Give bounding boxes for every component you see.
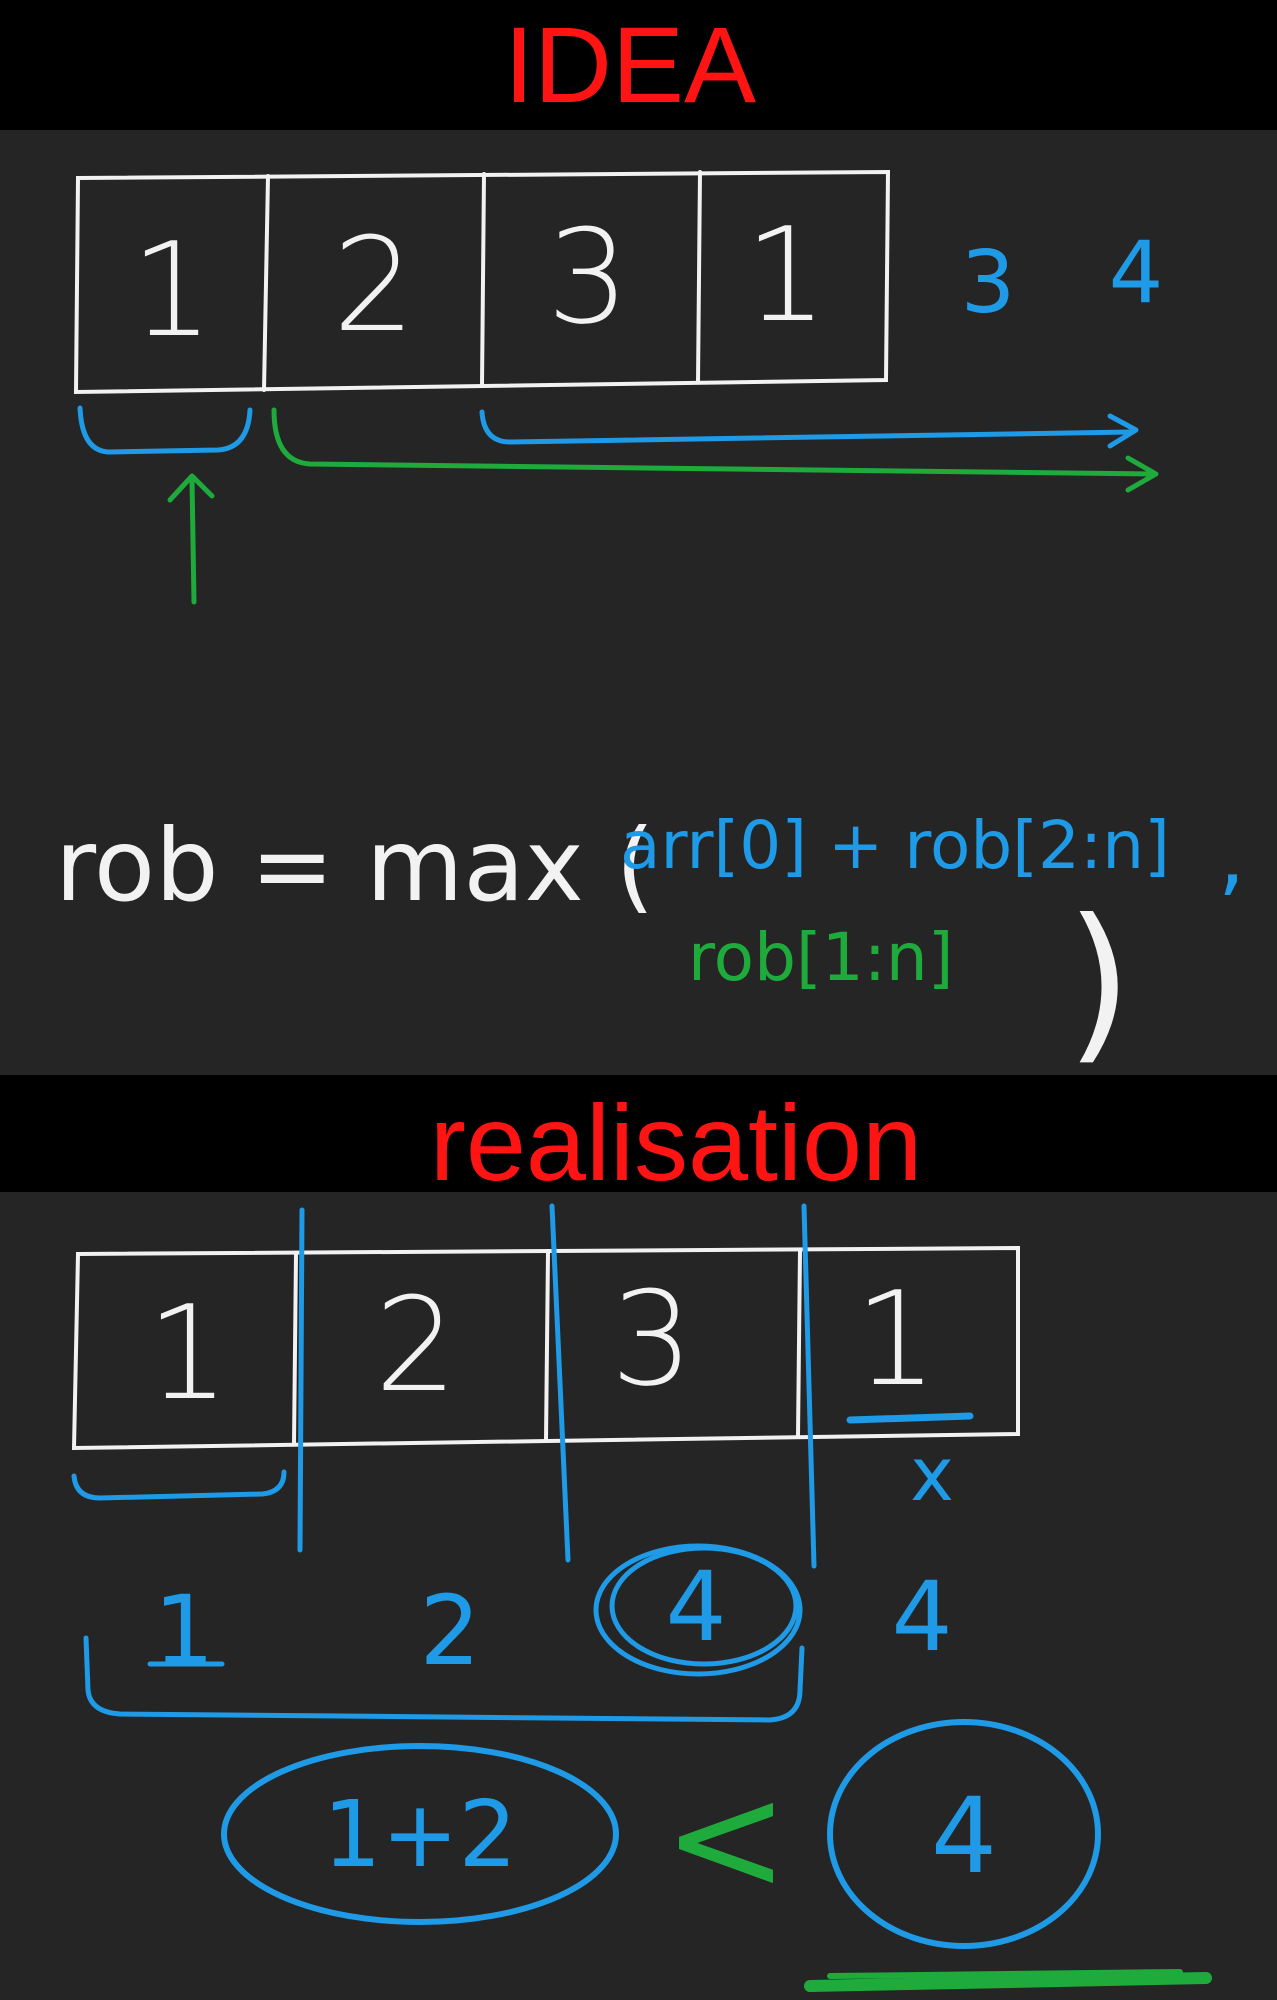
comparison-right: 4 xyxy=(930,1775,998,1897)
realisation-cell-1: 2 xyxy=(374,1269,458,1421)
realisation-array-divider-1 xyxy=(294,1254,296,1444)
comparison-operator: < xyxy=(663,1752,789,1926)
running-value-1: 1 xyxy=(153,1575,215,1687)
idea-title: IDEA xyxy=(503,4,757,125)
running-value-2: 2 xyxy=(419,1575,481,1687)
realisation-cell-0: 1 xyxy=(146,1277,230,1429)
realisation-array-divider-2 xyxy=(546,1252,548,1440)
realisation-title: realisation xyxy=(429,1082,923,1203)
formula-comma: , xyxy=(1218,806,1246,906)
idea-up-arrow-shaft xyxy=(192,480,194,602)
idea-trailing-value-2: 4 xyxy=(1108,223,1164,323)
idea-cell-1: 2 xyxy=(332,209,416,361)
running-value-4: 4 xyxy=(891,1561,953,1673)
realisation-split-line-1 xyxy=(300,1210,302,1550)
idea-cell-2: 3 xyxy=(546,201,630,353)
realisation-cell-2: 3 xyxy=(610,1263,694,1415)
running-value-3: 4 xyxy=(665,1551,727,1663)
realisation-underline-last xyxy=(850,1416,970,1420)
comparison-winner-underline xyxy=(810,1978,1206,1986)
formula-term2: rob[1:n] xyxy=(688,919,954,996)
idea-cell-0: 1 xyxy=(130,214,214,366)
idea-array-divider-2 xyxy=(482,174,484,386)
idea-array-divider-3 xyxy=(698,172,700,382)
formula-close: ) xyxy=(1066,883,1133,1081)
realisation-array-divider-3 xyxy=(798,1250,800,1436)
formula-lhs: rob = max ( xyxy=(55,807,655,924)
realisation-cell-3: 1 xyxy=(854,1263,938,1415)
realisation-cross-mark: x xyxy=(910,1432,954,1518)
comparison-left: 1+2 xyxy=(322,1781,518,1888)
idea-trailing-value-1: 3 xyxy=(960,233,1016,333)
formula-term1: arr[0] + rob[2:n] xyxy=(620,807,1170,884)
idea-cell-3: 1 xyxy=(744,199,828,351)
comparison-winner-underline-2 xyxy=(830,1972,1180,1976)
